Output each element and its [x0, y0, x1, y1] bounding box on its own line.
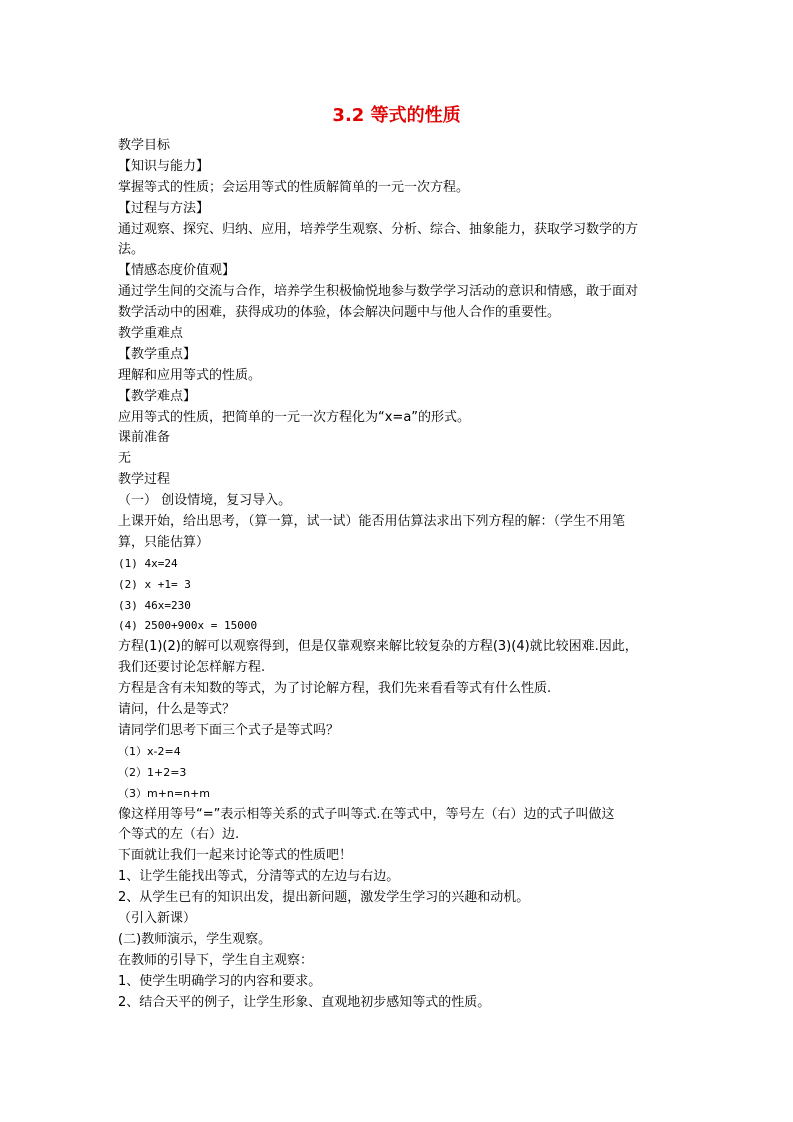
paragraph: 下面就让我们一起来讨论等式的性质吧！ [118, 848, 353, 864]
paragraph: 算，只能估算） [118, 534, 210, 550]
paragraph: 像这样用等号“=”表示相等关系的式子叫等式.在等式中，等号左（右）边的式子叫做这 [118, 806, 615, 822]
paragraph: 无 [118, 451, 132, 467]
paragraph: 数学活动中的困难，获得成功的体验，体会解决问题中与他人合作的重要性。 [118, 305, 561, 321]
paragraph: （一） 创设情境，复习导入。 [118, 493, 292, 509]
page-title: 3.2 等式的性质 [332, 105, 461, 126]
paragraph: 法。 [118, 242, 145, 258]
paragraph: 2、结合天平的例子，让学生形象、直观地初步感知等式的性质。 [118, 994, 491, 1010]
paragraph: 方程是含有未知数的等式，为了讨论解方程，我们先来看看等式有什么性质. [118, 681, 552, 697]
equation: (4) 2500+900x = 15000 [118, 619, 258, 633]
subheading-knowledge: 【知识与能力】 [118, 158, 210, 174]
section-heading-key-points: 教学重难点 [118, 326, 184, 342]
subheading-difficulty: 【教学难点】 [118, 388, 197, 404]
paragraph: 2、从学生已有的知识出发，提出新问题，激发学生学习的兴趣和动机。 [118, 890, 530, 906]
paragraph: 个等式的左（右）边. [118, 827, 240, 843]
paragraph: 请问，什么是等式？ [118, 702, 236, 718]
subheading-attitude: 【情感态度价值观】 [118, 263, 236, 279]
paragraph: 通过观察、探究、归纳、应用，培养学生观察、分析、综合、抽象能力，获取学习数学的方 [118, 221, 639, 237]
equation: (2) x +1= 3 [118, 577, 191, 591]
paragraph: 请同学们思考下面三个式子是等式吗？ [118, 722, 340, 738]
section-heading-process: 教学过程 [118, 472, 171, 488]
paragraph: 方程(1)(2)的解可以观察得到，但是仅靠观察来解比较复杂的方程(3)(4)就比较困难.因此， [118, 639, 638, 655]
paragraph: (二)教师演示，学生观察。 [118, 931, 272, 947]
equation: （3）m+n=n+m [118, 786, 211, 800]
paragraph: 应用等式的性质，把简单的一元一次方程化为“x=a”的形式。 [118, 409, 471, 425]
paragraph: 在教师的引导下，学生自主观察： [118, 952, 314, 968]
paragraph: 1、使学生明确学习的内容和要求。 [118, 973, 322, 989]
equation: (3) 46x=230 [118, 598, 191, 612]
subheading-process: 【过程与方法】 [118, 200, 210, 216]
paragraph: 通过学生间的交流与合作，培养学生积极愉悦地参与数学学习活动的意识和情感，敢于面对 [118, 284, 639, 300]
subheading-focus: 【教学重点】 [118, 346, 197, 362]
section-heading-preparation: 课前准备 [118, 430, 171, 446]
paragraph: 1、让学生能找出等式，分清等式的左边与右边。 [118, 869, 400, 885]
paragraph: 掌握等式的性质；会运用等式的性质解简单的一元一次方程。 [118, 179, 470, 195]
document-body [118, 136, 684, 1013]
paragraph: 理解和应用等式的性质。 [118, 367, 262, 383]
paragraph: 上课开始，给出思考，（算一算，试一试）能否用估算法求出下列方程的解：（学生不用笔 [118, 514, 626, 530]
equation: (1) 4x=24 [118, 556, 178, 570]
paragraph: （引入新课） [118, 910, 197, 926]
equation: （1）x-2=4 [118, 744, 181, 758]
section-heading-objectives: 教学目标 [118, 138, 171, 153]
equation: （2）1+2=3 [118, 765, 187, 779]
paragraph: 我们还要讨论怎样解方程. [118, 660, 266, 676]
